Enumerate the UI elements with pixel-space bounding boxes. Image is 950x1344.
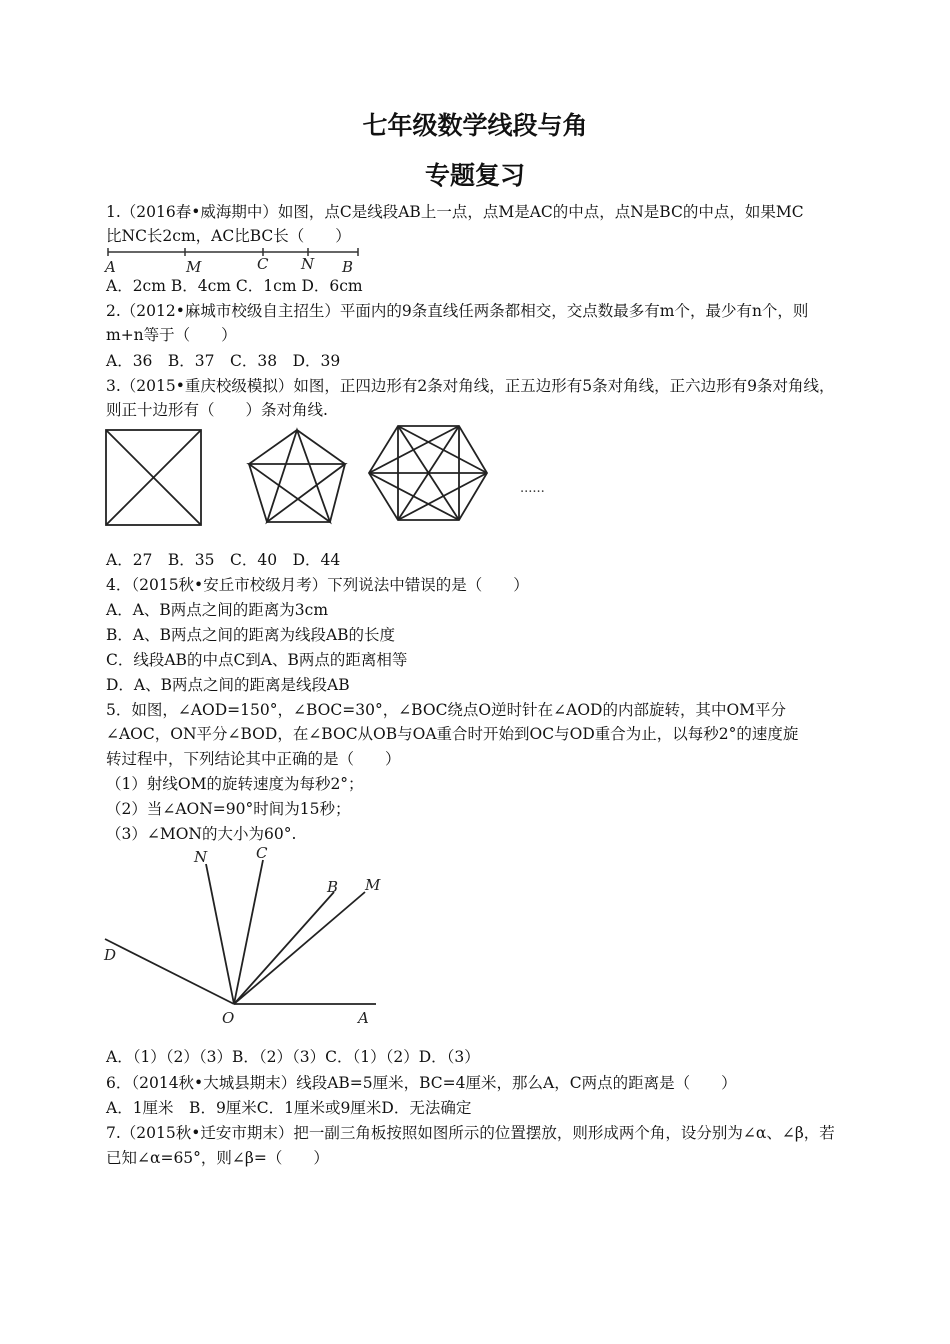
q4-option-d: D．A、B两点之间的距离是线段AB bbox=[106, 676, 350, 694]
q4-option-b: B．A、B两点之间的距离为线段AB的长度 bbox=[106, 626, 396, 644]
page-title: 七年级数学线段与角 bbox=[362, 111, 588, 140]
page-subtitle: 专题复习 bbox=[424, 161, 525, 190]
ray-label-m: M bbox=[365, 876, 381, 894]
square-figure bbox=[106, 430, 201, 525]
q7-line-1: 7.（2015秋•迁安市期末）把一副三角板按照如图所示的位置摆放，则形成两个角，设分别为∠α、∠β，若 bbox=[106, 1124, 835, 1142]
segment-figure bbox=[100, 248, 370, 278]
q5-line-2: ∠AOC，ON平分∠BOD，在∠BOC从OB与OA重合时开始到OC与OD重合为止，以每秒2°的速度旋 bbox=[106, 725, 799, 743]
q3-line-1: 3.（2015•重庆校级模拟）如图，正四边形有2条对角线，正五边形有5条对角线，正六边形有9条对角线， bbox=[106, 377, 835, 395]
segment-label-a: A bbox=[105, 258, 116, 276]
q6-options: A．1厘米 B．9厘米C．1厘米或9厘米D．无法确定 bbox=[106, 1099, 472, 1117]
q2-line-1: 2.（2012•麻城市校级自主招生）平面内的9条直线任两条都相交，交点数最多有m个，最少有n个，则 bbox=[106, 302, 809, 320]
polygons-figure bbox=[100, 422, 560, 532]
q5-options: A．（1）（2）（3）B．（2）（3）C．（1）（2）D．（3） bbox=[106, 1048, 480, 1066]
q2-options: A．36 B．37 C．38 D．39 bbox=[106, 352, 341, 370]
ray-label-d: D bbox=[104, 946, 117, 964]
q7-line-2: 已知∠α=65°，则∠β=（ ） bbox=[106, 1149, 329, 1167]
ray-label-n: N bbox=[194, 848, 208, 866]
segment-label-m: M bbox=[186, 258, 202, 276]
q6-line-1: 6．（2014秋•大城县期末）线段AB=5厘米，BC=4厘米，那么A，C两点的距离是（ ） bbox=[106, 1074, 737, 1092]
q5-statement-2: （2）当∠AON=90°时间为15秒； bbox=[106, 800, 351, 818]
vertex-label-o: O bbox=[222, 1009, 235, 1027]
ray-label-a: A bbox=[358, 1009, 369, 1027]
hexagon-figure bbox=[369, 426, 487, 520]
q5-line-1: 5．如图，∠AOD=150°，∠BOC=30°，∠BOC绕点O逆时针在∠AOD的内部旋转，其中OM平分 bbox=[106, 701, 787, 719]
ellipsis: ...... bbox=[520, 481, 545, 496]
q5-statement-3: （3）∠MON的大小为60°. bbox=[106, 825, 297, 843]
ray-label-b: B bbox=[327, 878, 339, 896]
q5-line-3: 转过程中，下列结论其中正确的是（ ） bbox=[106, 750, 401, 768]
ray-label-c: C bbox=[256, 844, 268, 862]
q5-statement-1: （1）射线OM的旋转速度为每秒2°； bbox=[106, 775, 364, 793]
q4-line-1: 4．（2015秋•安丘市校级月考）下列说法中错误的是（ ） bbox=[106, 576, 529, 594]
q4-option-c: C．线段AB的中点C到A、B两点的距离相等 bbox=[106, 651, 408, 669]
q2-line-2: m+n等于（ ） bbox=[106, 326, 237, 344]
segment-label-c: C bbox=[257, 255, 269, 273]
q4-option-a: A．A、B两点之间的距离为3cm bbox=[106, 601, 329, 619]
q1-line-1: 1.（2016春•威海期中）如图，点C是线段AB上一点，点M是AC的中点，点N是BC的中点，如果MC bbox=[106, 203, 804, 221]
segment-label-b: B bbox=[342, 258, 354, 276]
angle-figure bbox=[100, 842, 390, 1032]
pentagon-figure bbox=[249, 430, 345, 522]
q3-line-2: 则正十边形有（ ）条对角线. bbox=[106, 401, 328, 419]
q1-line-2: 比NC长2cm，AC比BC长（ ） bbox=[106, 227, 351, 245]
q1-options: A．2cm B．4cm C．1cm D．6cm bbox=[106, 277, 363, 295]
q3-options: A．27 B．35 C．40 D．44 bbox=[106, 551, 341, 569]
segment-label-n: N bbox=[301, 255, 315, 273]
